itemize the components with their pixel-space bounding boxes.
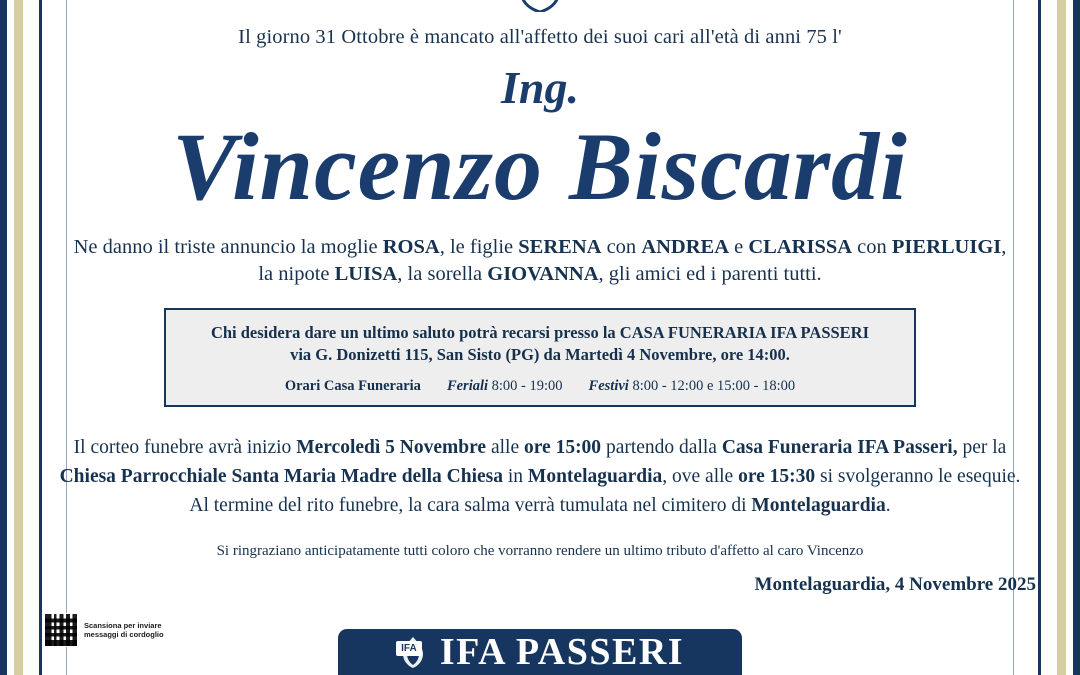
family-text: e	[729, 235, 749, 258]
funeral-home-hours	[176, 378, 904, 395]
family-name-wife: ROSA	[382, 235, 440, 258]
place-and-date: Montelaguardia, 4 Novembre 2025	[754, 573, 1036, 595]
family-announcement	[38, 234, 1042, 289]
notice-content	[30, 0, 1050, 675]
hours-weekday-key: Feriali	[446, 377, 489, 394]
funeral-home-info-box	[164, 308, 916, 407]
deceased-last-name: Biscardi	[569, 113, 908, 220]
ifa-passeri-logo-mark-icon	[396, 635, 430, 669]
cross-ornament-icon	[517, 0, 563, 12]
church-town: Montelaguardia	[527, 466, 663, 488]
family-line-2	[38, 261, 1042, 288]
procession-text: per la	[957, 436, 1007, 458]
family-text: ,	[1001, 235, 1007, 258]
family-name-daughter-2: CLARISSA	[748, 235, 853, 258]
procession-text: partendo dalla	[601, 436, 722, 458]
family-text: , le figlie	[439, 235, 519, 258]
thanks-line: Si ringraziano anticipatamente tutti coloro che vorranno rendere un ultimo tributo d'affetto al caro Vincenzo	[216, 542, 864, 559]
family-name-sister: GIOVANNA	[487, 263, 599, 286]
family-text: con	[601, 235, 642, 258]
family-name-daughter-1-partner: ANDREA	[641, 235, 730, 258]
procession-text: Il corteo funebre avrà inizio	[73, 436, 297, 458]
procession-text: , ove alle	[662, 466, 739, 488]
church-name: Chiesa Parrocchiale Santa Maria Madre della Chiesa	[59, 466, 503, 488]
family-line-1	[38, 234, 1042, 261]
procession-text: si svolgeranno le esequie.	[815, 466, 1021, 488]
hours-holiday	[589, 378, 796, 395]
hours-label: Orari Casa Funeraria	[284, 377, 421, 394]
deceased-full-name	[38, 113, 1042, 220]
cemetery-town: Montelaguardia	[751, 495, 886, 517]
qr-caption: Scansiona per inviare messaggi di cordoglio	[84, 620, 164, 639]
deceased-first-name: Vincenzo	[172, 113, 544, 220]
family-text: con	[852, 235, 892, 258]
procession-start-place: Casa Funeraria IFA Passeri,	[721, 436, 958, 458]
hours-weekday	[447, 378, 563, 395]
qr-code-icon[interactable]	[44, 613, 78, 647]
procession-details	[38, 433, 1042, 521]
family-name-daughter-2-partner: PIERLUIGI	[891, 235, 1002, 258]
hours-holiday-key: Festivi	[588, 377, 629, 394]
procession-day: Mercoledì 5 Novembre	[296, 436, 487, 458]
procession-line-1	[38, 433, 1042, 462]
family-text: , gli amici ed i parenti tutti.	[598, 263, 822, 286]
procession-text: alle	[486, 436, 524, 458]
procession-text: in	[503, 466, 528, 488]
ifa-passeri-logo-text: IFA PASSERI	[439, 631, 685, 673]
hours-holiday-value: 8:00 - 12:00 e 15:00 - 18:00	[632, 377, 796, 394]
announcement-line: Il giorno 31 Ottobre è mancato all'affetto dei suoi cari all'età di anni 75 l'	[238, 26, 842, 48]
funeral-home-line-2: via G. Donizetti 115, San Sisto (PG) da Martedì 4 Novembre, ore 14:00.	[290, 345, 790, 365]
funeral-home-line-1: Chi desidera dare un ultimo saluto potrà recarsi presso la CASA FUNERARIA IFA PASSERI	[210, 323, 870, 343]
condolence-qr-block[interactable]	[44, 613, 170, 647]
family-name-daughter-1: SERENA	[518, 235, 602, 258]
procession-start-time: ore 15:00	[523, 436, 602, 458]
procession-line-3	[38, 491, 1042, 520]
title-prefix: Ing.	[501, 62, 579, 113]
family-text: la nipote	[258, 263, 335, 286]
procession-text: Al termine del rito funebre, la cara salma verrà tumulata nel cimitero di	[189, 495, 752, 517]
family-name-niece: LUISA	[334, 263, 398, 286]
ifa-passeri-logo-banner	[338, 629, 742, 675]
family-text: , la sorella	[397, 263, 488, 286]
ifa-badge: IFA	[396, 641, 422, 656]
procession-line-2	[38, 462, 1042, 491]
hours-weekday-value: 8:00 - 19:00	[491, 377, 563, 394]
service-time: ore 15:30	[738, 466, 816, 488]
family-text: Ne danno il triste annuncio la moglie	[73, 235, 383, 258]
procession-text: .	[885, 495, 891, 517]
